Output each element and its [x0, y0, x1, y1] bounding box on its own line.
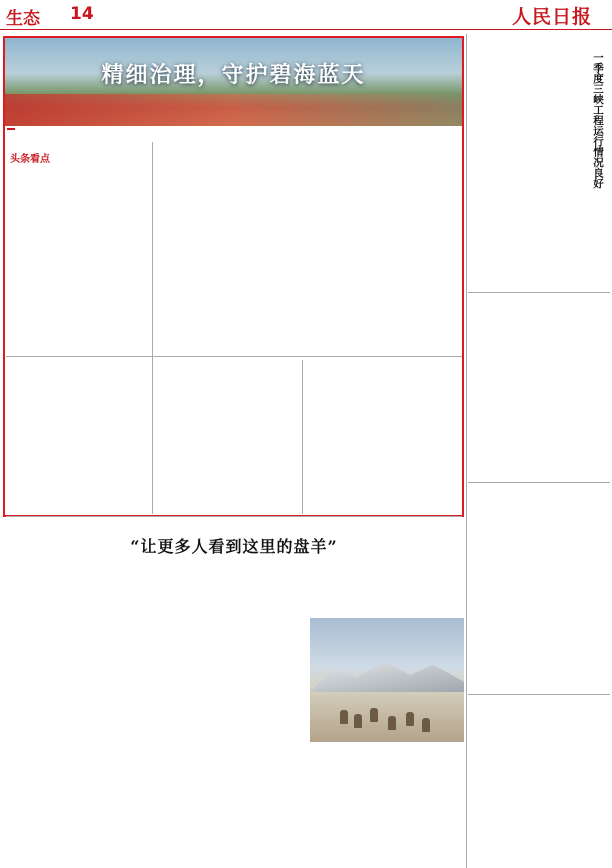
bottom-column-4-continued: [310, 770, 464, 862]
hero-title: 精细治理，守护碧海蓝天: [101, 62, 366, 88]
lead-summary: [9, 176, 149, 286]
sheep-shape: [340, 710, 348, 724]
sheep-shape: [370, 708, 378, 722]
substory-1-body: [9, 400, 147, 512]
newspaper-logo: 人民日报: [512, 6, 593, 28]
bottom-column-2: [108, 570, 204, 862]
lead-column-2: [258, 142, 356, 292]
bottom-column-3: [208, 570, 306, 862]
right-mid2-body: [468, 514, 612, 690]
mountain-ridge-shape: [310, 658, 464, 692]
sheep-shape: [388, 716, 396, 730]
section-rule: [468, 694, 610, 695]
lead-column-3: [360, 142, 460, 292]
hero-photo: [5, 38, 462, 126]
substory-3-body: [305, 432, 459, 512]
lead-tag: 头条看点: [10, 154, 50, 165]
sheep-shape: [354, 714, 362, 728]
section-rule: [468, 292, 610, 293]
bottom-title: “让更多人看到这里的盘羊”: [130, 537, 338, 556]
page-number: 14: [70, 4, 94, 24]
lead-column-1: [156, 142, 254, 292]
right-top-body: [468, 46, 564, 288]
section-name: 生态: [6, 9, 40, 29]
section-rule: [468, 482, 610, 483]
section-rule: [6, 516, 462, 517]
column-divider: [152, 142, 153, 514]
right-top-title: 一季度三峡工程运行情况良好: [592, 52, 604, 189]
sheep-shape: [406, 712, 414, 726]
sheep-shape: [422, 718, 430, 732]
masthead: [0, 0, 612, 30]
series-tag: [7, 128, 15, 130]
right-bottom-body: [468, 726, 612, 844]
column-divider: [302, 360, 303, 514]
bighorn-sheep-photo: [310, 618, 464, 742]
bottom-column-4: [310, 570, 464, 616]
right-mid-body: [468, 322, 612, 480]
right-rail-divider: [466, 34, 467, 868]
section-rule: [6, 356, 462, 357]
red-beach-shape: [5, 94, 462, 126]
substory-2-body: [155, 402, 300, 512]
bottom-column-1: [8, 570, 104, 862]
